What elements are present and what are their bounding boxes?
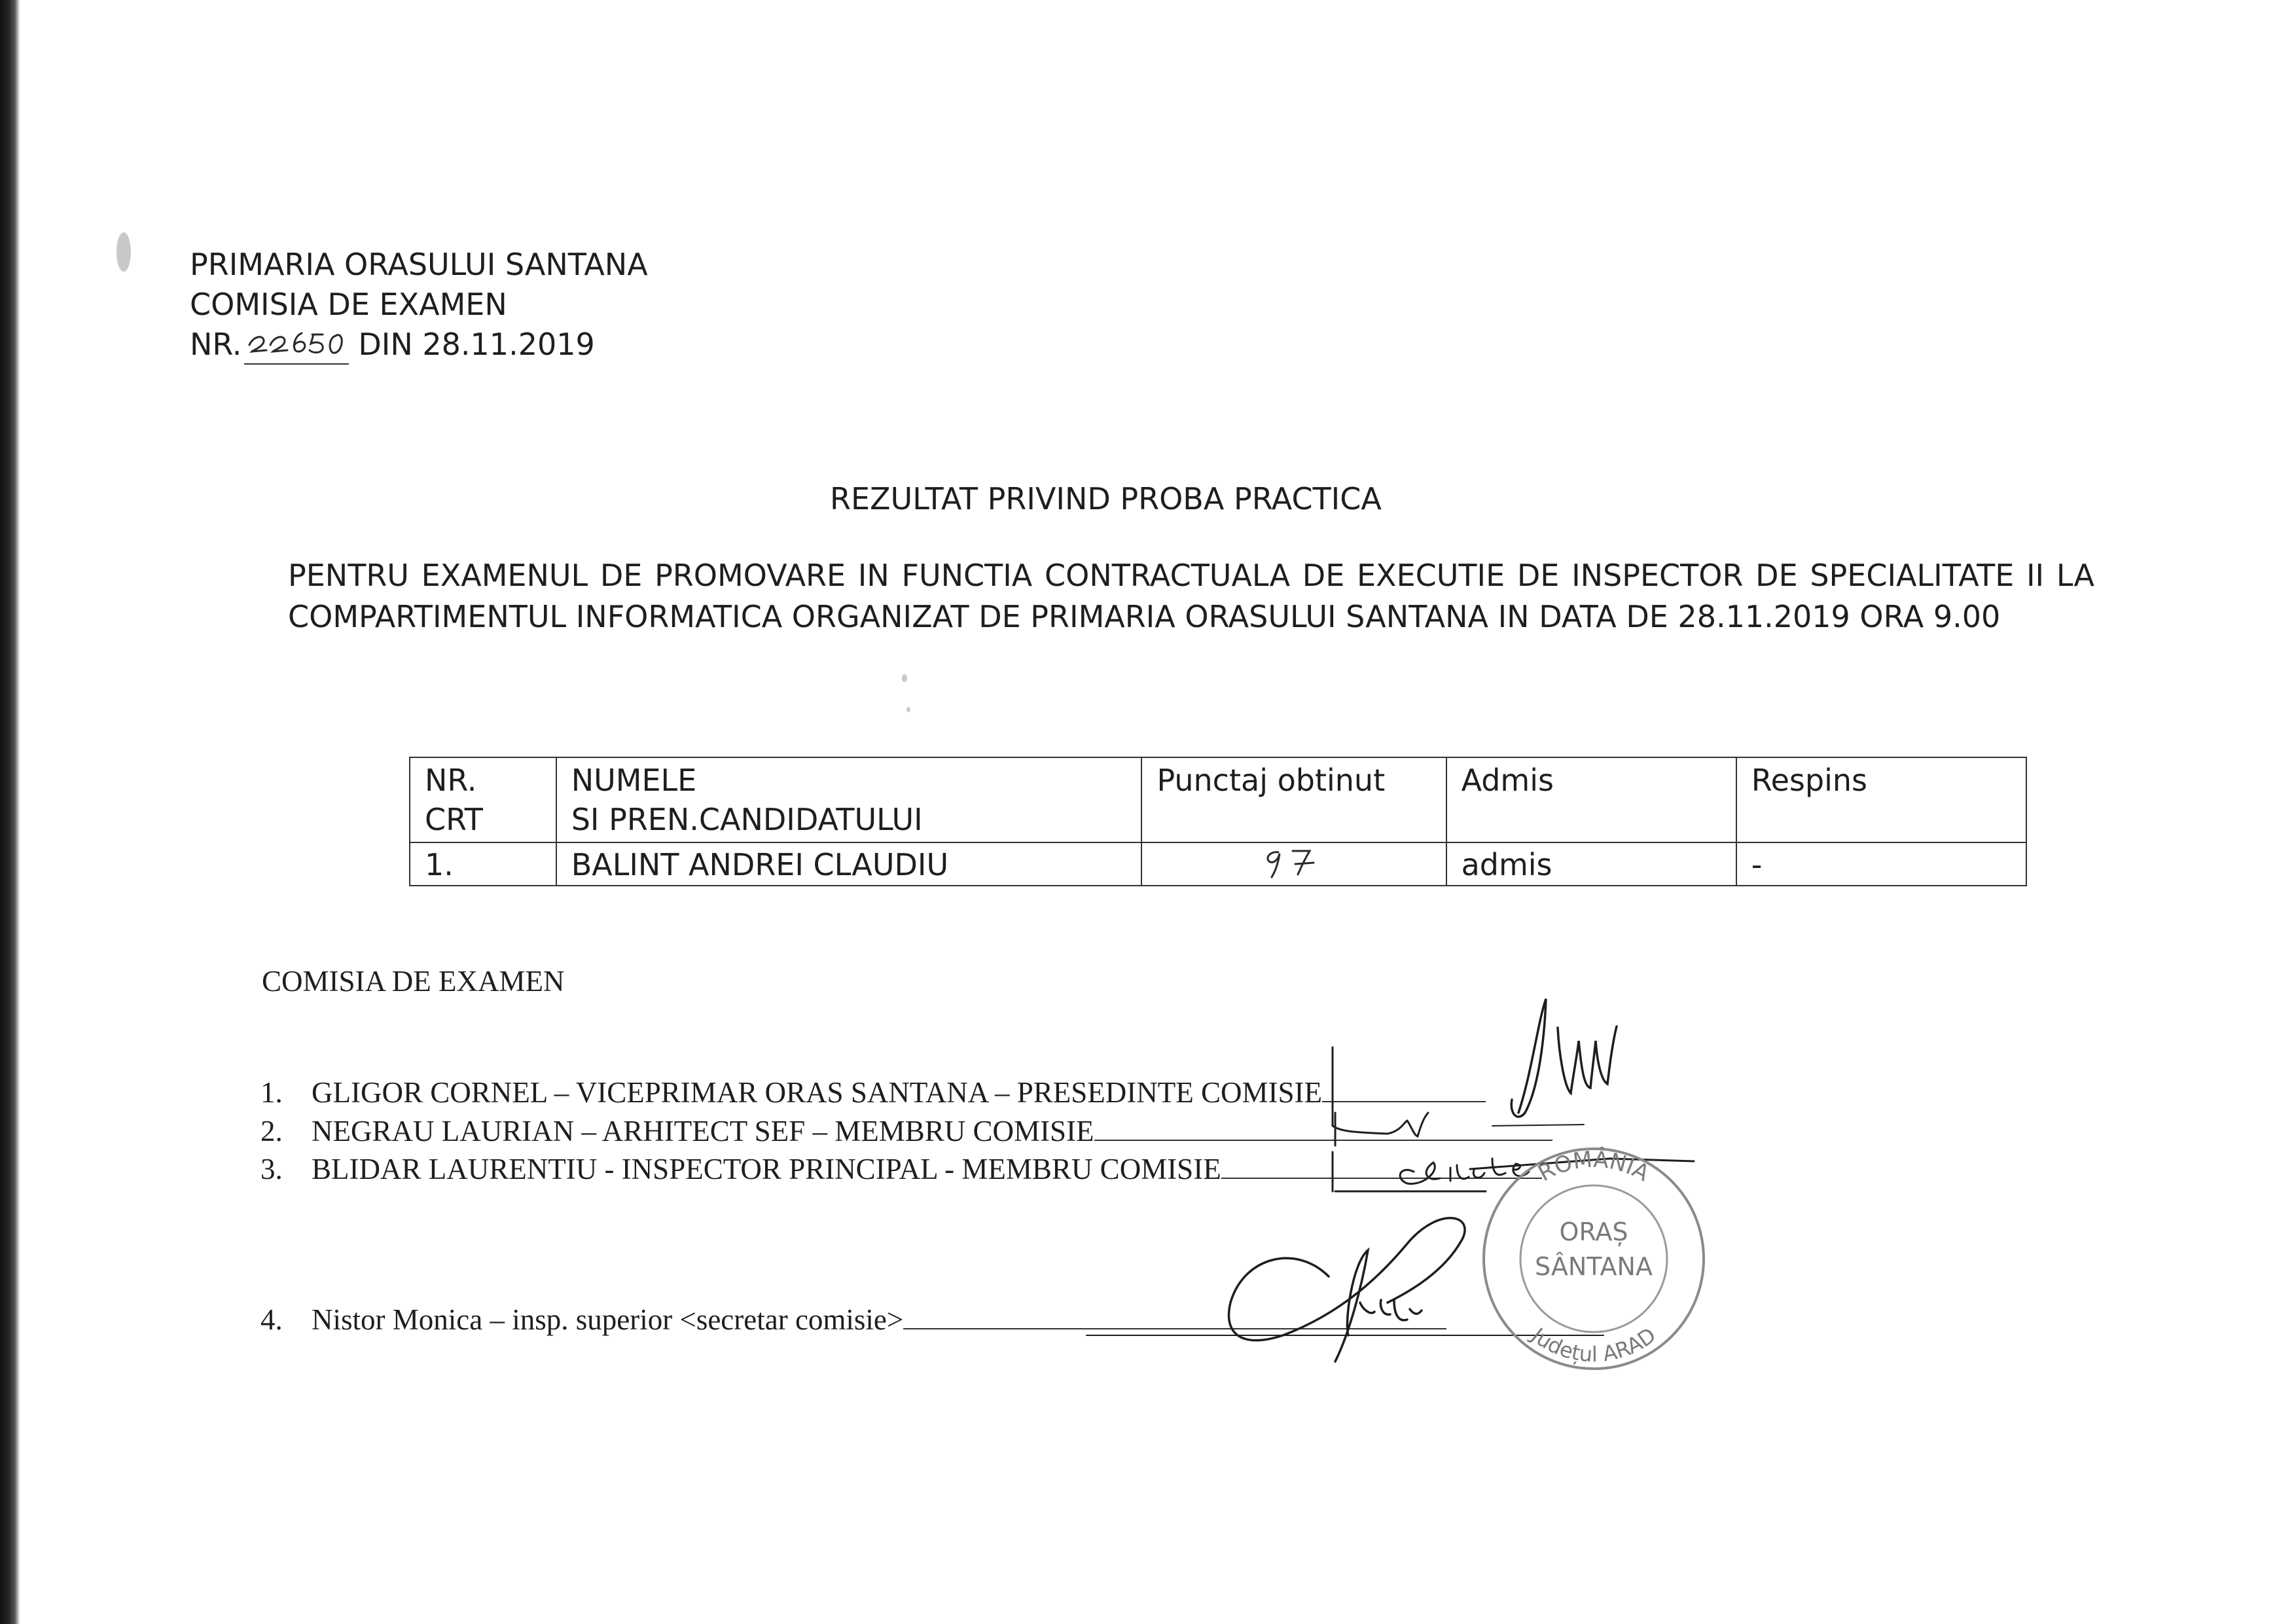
commission-name: COMISIA DE EXAMEN [190, 287, 507, 322]
member-text: GLIGOR CORNEL – VICEPRIMAR ORAS SANTANA – PRESEDINTE COMISIE [312, 1076, 1322, 1109]
stamp-center-line1: ORAȘ [1559, 1218, 1628, 1246]
header-nr-line1: NR. [425, 763, 477, 798]
row-score [1141, 842, 1446, 886]
signature-line [1094, 1120, 1552, 1141]
stamp-center-line2: SÂNTANA [1535, 1252, 1653, 1281]
header-name-line2: SI PREN.CANDIDATULUI [571, 802, 923, 837]
row-rejected: - [1736, 842, 2026, 886]
handwritten-score-97 [1259, 843, 1331, 880]
registration-number [190, 325, 648, 365]
header-nr [410, 757, 556, 842]
committee-member-3 [260, 1152, 1542, 1186]
table-row [410, 842, 2026, 886]
row-nr: 1. [410, 842, 556, 886]
nr-handwritten [244, 331, 349, 365]
header-name [556, 757, 1142, 842]
committee-member-2 [260, 1114, 1552, 1148]
member-number: 2. [260, 1115, 283, 1147]
header-name-line1: NUMELE [571, 763, 697, 798]
signature-line [903, 1308, 1446, 1329]
institution-name: PRIMARIA ORASULUI SANTANA [190, 247, 648, 282]
member-number: 3. [260, 1153, 283, 1185]
member-text: Nistor Monica – insp. superior <secretar comisie> [312, 1303, 904, 1336]
svg-text:ROMÂNIA [1534, 1146, 1654, 1187]
header-score: Punctaj obtinut [1141, 757, 1446, 842]
header-admitted: Admis [1446, 757, 1736, 842]
signature-nistor [1086, 1218, 1604, 1362]
svg-text:Județul ARAD [1526, 1322, 1660, 1367]
member-number: 1. [260, 1076, 283, 1109]
header-rejected: Respins [1736, 757, 2026, 842]
scan-speck [902, 674, 907, 682]
member-number: 4. [260, 1303, 283, 1336]
row-admitted: admis [1446, 842, 1736, 886]
nr-prefix: NR. [190, 327, 242, 362]
stamp-top-text: ROMÂNIA [1534, 1146, 1654, 1187]
scan-speck [906, 707, 910, 712]
document-intro: PENTRU EXAMENUL DE PROMOVARE IN FUNCTIA CONTRACTUALA DE EXECUTIE DE INSPECTOR DE SPECIALITATE II LA COMPARTIMENTUL INFORMATICA ORGANIZAT DE PRIMARIA ORASULUI SANTANA IN DATA DE 28.11.2019 ORA 9.00 [288, 558, 2094, 634]
row-candidate-name: BALINT ANDREI CLAUDIU [556, 842, 1142, 886]
nr-handwritten-mark [244, 316, 355, 362]
member-text: BLIDAR LAURENTIU - INSPECTOR PRINCIPAL - MEMBRU COMISIE [312, 1153, 1221, 1185]
committee-heading: COMISIA DE EXAMEN [262, 965, 565, 998]
scan-speck [117, 232, 131, 272]
scan-edge-shadow [0, 0, 20, 1624]
stamp-bottom-text: Județul ARAD [1526, 1322, 1660, 1367]
signature-gligor [1511, 999, 1617, 1117]
committee-member-1 [260, 1075, 1486, 1110]
signature-line [1221, 1158, 1542, 1179]
institution-header [190, 245, 648, 365]
nr-date: DIN 28.11.2019 [358, 327, 595, 362]
results-table [409, 757, 2027, 886]
results-header-row [410, 757, 2026, 842]
member-text: NEGRAU LAURIAN – ARHITECT SEF – MEMBRU COMISIE [312, 1115, 1094, 1147]
committee-member-4 [260, 1303, 1446, 1337]
header-nr-line2: CRT [425, 802, 483, 837]
signature-line [1322, 1081, 1486, 1102]
document-title: REZULTAT PRIVIND PROBA PRACTICA [830, 481, 1382, 516]
